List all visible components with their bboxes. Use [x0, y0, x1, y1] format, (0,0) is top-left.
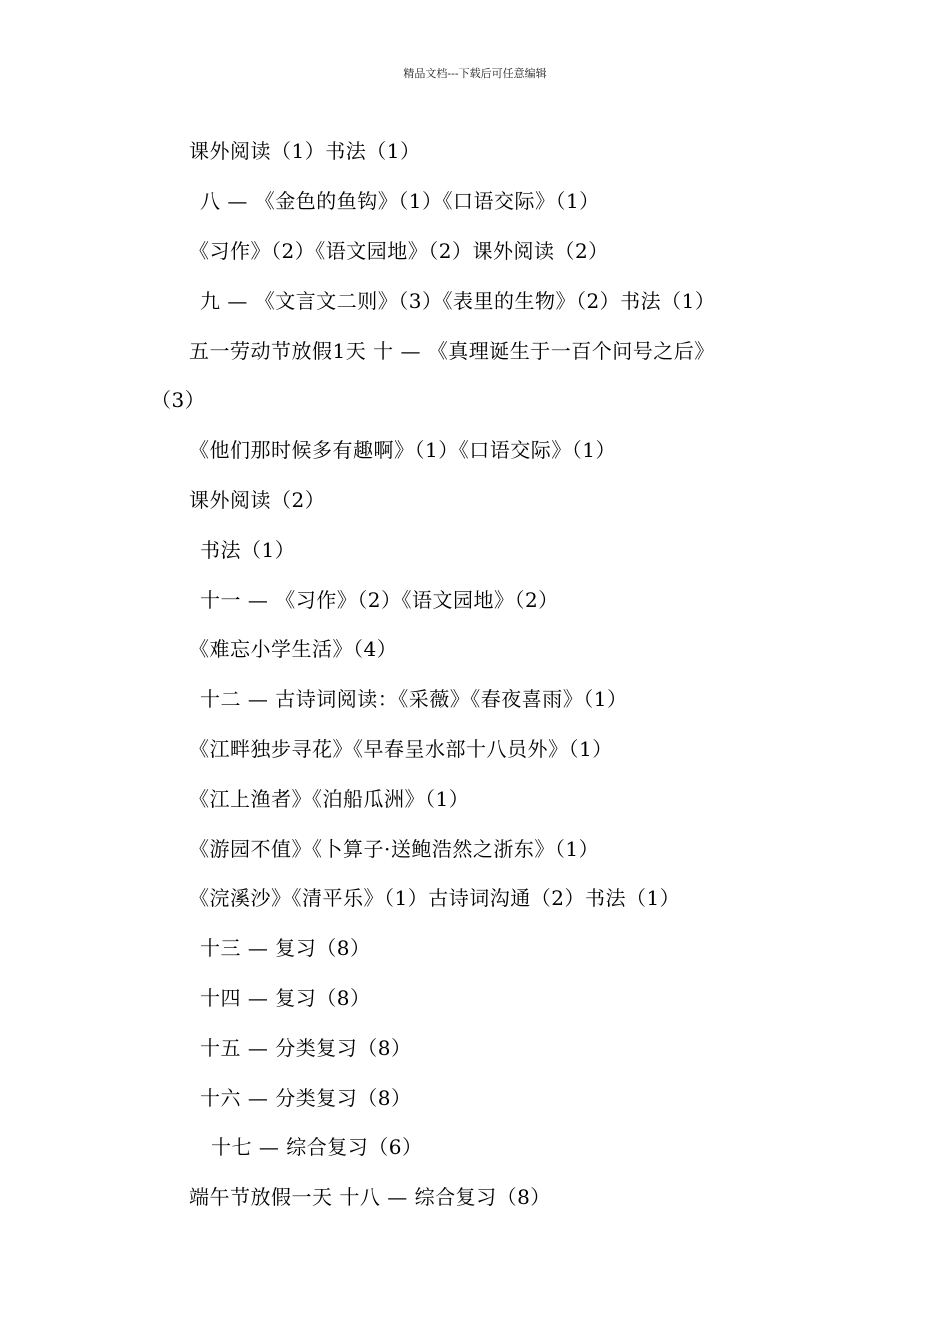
- text-line: 十二 — 古诗词阅读：《采薇》《春夜喜雨》（1）: [200, 687, 628, 711]
- text-line: 《浣溪沙》《清平乐》（1）古诗词沟通（2）书法（1）: [189, 886, 681, 910]
- text-line: 《习作》（2）《语文园地》（2）课外阅读（2）: [189, 239, 609, 263]
- text-line: 课外阅读（2）: [189, 488, 326, 512]
- text-line: （3）: [151, 388, 206, 412]
- text-line: 十五 — 分类复习（8）: [200, 1036, 412, 1060]
- text-line: 《游园不值》《卜算子·送鲍浩然之浙东》（1）: [189, 837, 600, 861]
- text-line: 九 — 《文言文二则》（3）《表里的生物》（2）书法（1）: [200, 289, 716, 313]
- text-line: 五一劳动节放假1天 十 — 《真理诞生于一百个问号之后》: [189, 339, 715, 363]
- text-line: 十四 — 复习（8）: [200, 986, 371, 1010]
- text-line: 《江畔独步寻花》《早春呈水部十八员外》（1）: [189, 737, 613, 761]
- text-line: 课外阅读（1）书法（1）: [189, 139, 421, 163]
- text-line: 端午节放假一天 十八 — 综合复习（8）: [189, 1185, 551, 1209]
- text-line: 《难忘小学生活》（4）: [189, 637, 398, 661]
- text-line: 十六 — 分类复习（8）: [200, 1086, 412, 1110]
- text-line: 《他们那时候多有趣啊》（1）《口语交际》（1）: [189, 438, 616, 462]
- text-line: 《江上渔者》《泊船瓜洲》（1）: [189, 787, 470, 811]
- text-line: 书法（1）: [200, 538, 296, 562]
- text-line: 十一 — 《习作》（2）《语文园地》（2）: [200, 588, 559, 612]
- text-line: 十七 — 综合复习（6）: [211, 1135, 423, 1159]
- text-line: 十三 — 复习（8）: [200, 936, 371, 960]
- text-line: 八 — 《金色的鱼钩》（1）《口语交际》（1）: [200, 189, 600, 213]
- page-header: 精品文档---下载后可任意编辑: [403, 67, 547, 80]
